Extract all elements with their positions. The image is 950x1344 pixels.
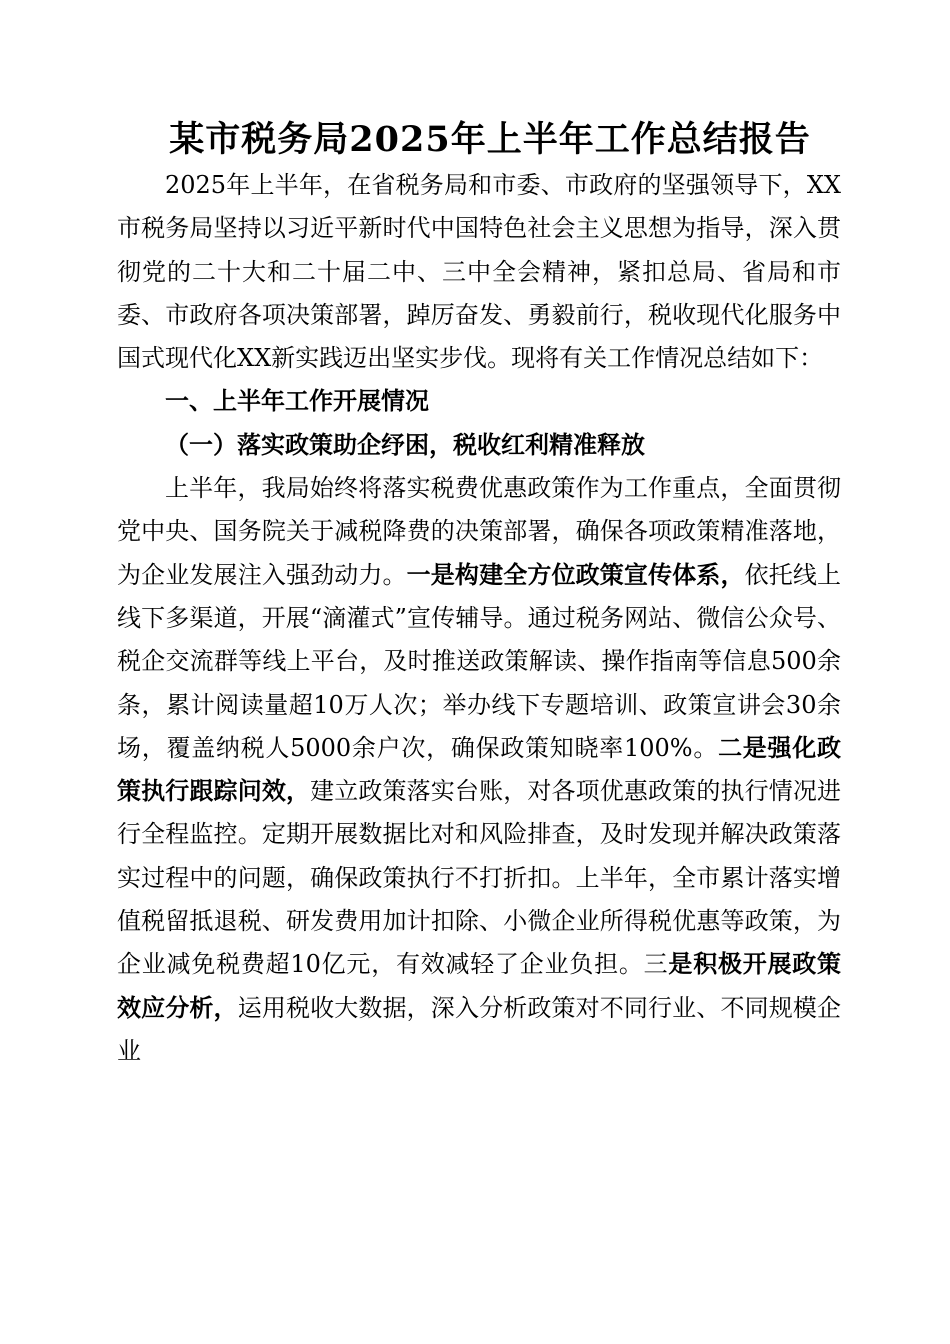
paragraph-lead: 上半年，我局始终将落实税费优惠政策作为工作重点，全面贯彻党中央、国务院关于减税降费的决策部署，确保各项政策精准落地，为企业发展注入强劲动力。 — [117, 474, 841, 589]
point-2-text: 建立政策落实台账，对各项优惠政策的执行情况进行全程监控。定期开展数据比对和风险排查，及时发现并解决政策落实过程中的问题，确保政策执行不打折扣。上半年，全市累计落实增值税留抵退税、研发费用加计扣除、小微企业所得税优惠等政策，为企业减免税费超10亿元，有效减轻了企业负担。 — [117, 777, 842, 979]
body-paragraph — [117, 467, 841, 1073]
subsection-heading: （一）落实政策助企纾困，税收红利精准释放 — [165, 430, 645, 459]
point-3-lead: 三 — [643, 950, 669, 979]
intro-paragraph: 2025年上半年，在省税务局和市委、市政府的坚强领导下，XX市税务局坚持以习近平新时代中国特色社会主义思想为指导，深入贯彻党的二十大和二十届二中、三中全会精神，紧扣总局、省局和市委、市政府各项决策部署，踔厉奋发、勇毅前行，税收现代化服务中国式现代化XX新实践迈出坚实步伐。现将有关工作情况总结如下： — [117, 171, 841, 373]
point-3-text: 运用税收大数据，深入分析政策对不同行业、不同规模企业 — [117, 993, 842, 1065]
section-heading: 一、上半年工作开展情况 — [165, 387, 429, 416]
point-3-bold: 是积极开展政策效应分析， — [117, 950, 842, 1022]
point-1-text: 依托线上线下多渠道，开展“滴灌式”宣传辅导。通过税务网站、微信公众号、税企交流群等线上平台，及时推送政策解读、操作指南等信息500余条，累计阅读量超10万人次；举办线下专题培训、政策宣讲会30余场，覆盖纳税人5000余户次，确保政策知晓率100%。 — [117, 560, 842, 762]
point-2-bold: 二是强化政策执行跟踪问效， — [117, 733, 841, 806]
document-body — [117, 164, 841, 1073]
document-title: 某市税务局2025年上半年工作总结报告 — [169, 119, 811, 160]
point-1-bold: 一是构建全方位政策宣传体系， — [406, 560, 745, 589]
